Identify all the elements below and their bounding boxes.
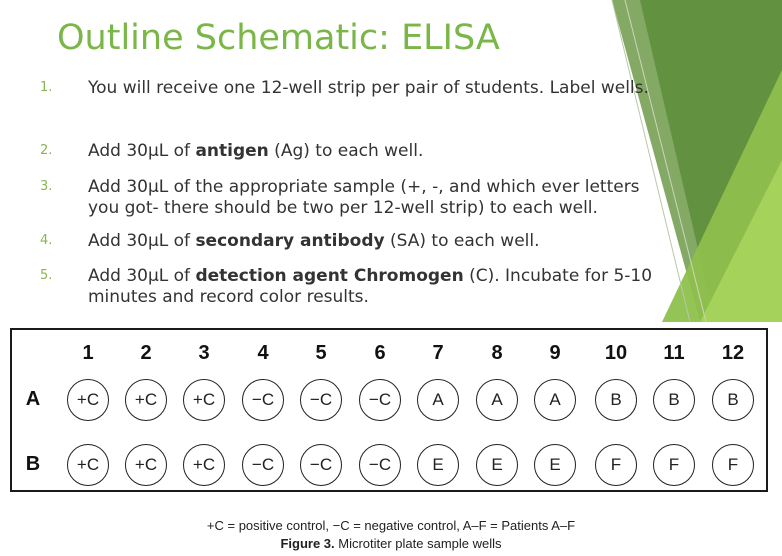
plate-well: −C	[359, 379, 401, 421]
step-bold-term: detection agent Chromogen	[195, 266, 464, 286]
step-text-part: You will receive one 12-well strip per pair of students. Label wells.	[88, 78, 649, 98]
plate-well: E	[534, 444, 576, 486]
step-text-part: (Ag) to each well.	[268, 141, 424, 161]
row-label: A	[25, 388, 41, 410]
plate-well: −C	[359, 444, 401, 486]
page-title: Outline Schematic: ELISA	[57, 18, 500, 58]
plate-well: +C	[183, 379, 225, 421]
step-text	[88, 231, 673, 252]
plate-well: +C	[183, 444, 225, 486]
caption-legend: +C = positive control, −C = negative control, A–F = Patients A–F	[206, 518, 576, 533]
plate-well: −C	[300, 444, 342, 486]
step-bold-term: antigen	[195, 141, 269, 161]
column-number: 10	[604, 342, 628, 364]
step-text-part: Add 30µL of the appropriate sample (+, -, and which ever letters you got- there should be two per 12-well strip) to each well.	[88, 177, 640, 218]
step-text-part: Add 30µL of	[88, 231, 196, 251]
column-number: 7	[432, 342, 444, 364]
column-number: 8	[491, 342, 503, 364]
plate-well: −C	[242, 444, 284, 486]
plate-well: E	[417, 444, 459, 486]
plate-well: A	[417, 379, 459, 421]
column-number: 6	[374, 342, 386, 364]
step-text-part: Add 30µL of	[88, 266, 196, 286]
plate-well: A	[534, 379, 576, 421]
column-number: 1	[82, 342, 94, 364]
plate-well: F	[595, 444, 637, 486]
plate-well: A	[476, 379, 518, 421]
column-number: 4	[257, 342, 269, 364]
column-number: 12	[721, 342, 745, 364]
plate-well: B	[712, 379, 754, 421]
plate-well: +C	[67, 444, 109, 486]
plate-well: B	[595, 379, 637, 421]
column-number: 3	[198, 342, 210, 364]
step-text	[88, 177, 673, 219]
row-label: B	[25, 453, 41, 475]
column-number: 2	[140, 342, 152, 364]
figure-label: Figure 3.	[280, 536, 335, 551]
figure-caption	[0, 536, 782, 551]
step-number: 2.	[40, 143, 53, 158]
plate-well: E	[476, 444, 518, 486]
step-number: 5.	[40, 268, 53, 283]
step-text-part: (SA) to each well.	[384, 231, 540, 251]
step-text	[88, 78, 673, 99]
plate-well: −C	[300, 379, 342, 421]
step-text	[88, 141, 673, 162]
step-number: 1.	[40, 80, 53, 95]
step-text	[88, 266, 673, 308]
column-number: 5	[315, 342, 327, 364]
step-bold-term: secondary antibody	[195, 231, 385, 251]
plate-well: +C	[67, 379, 109, 421]
plate-well: F	[653, 444, 695, 486]
step-text-part: (C). Incubate for 5-10 minutes and record color results.	[88, 266, 653, 307]
figure-text: Microtiter plate sample wells	[334, 536, 502, 551]
step-number: 3.	[40, 179, 53, 194]
step-number: 4.	[40, 233, 53, 248]
plate-well: B	[653, 379, 695, 421]
microtiter-plate	[10, 328, 768, 492]
plate-well: −C	[242, 379, 284, 421]
step-text-part: Add 30µL of	[88, 141, 196, 161]
column-number: 9	[549, 342, 561, 364]
plate-well: +C	[125, 379, 167, 421]
plate-well: F	[712, 444, 754, 486]
plate-well: +C	[125, 444, 167, 486]
column-number: 11	[663, 342, 685, 364]
